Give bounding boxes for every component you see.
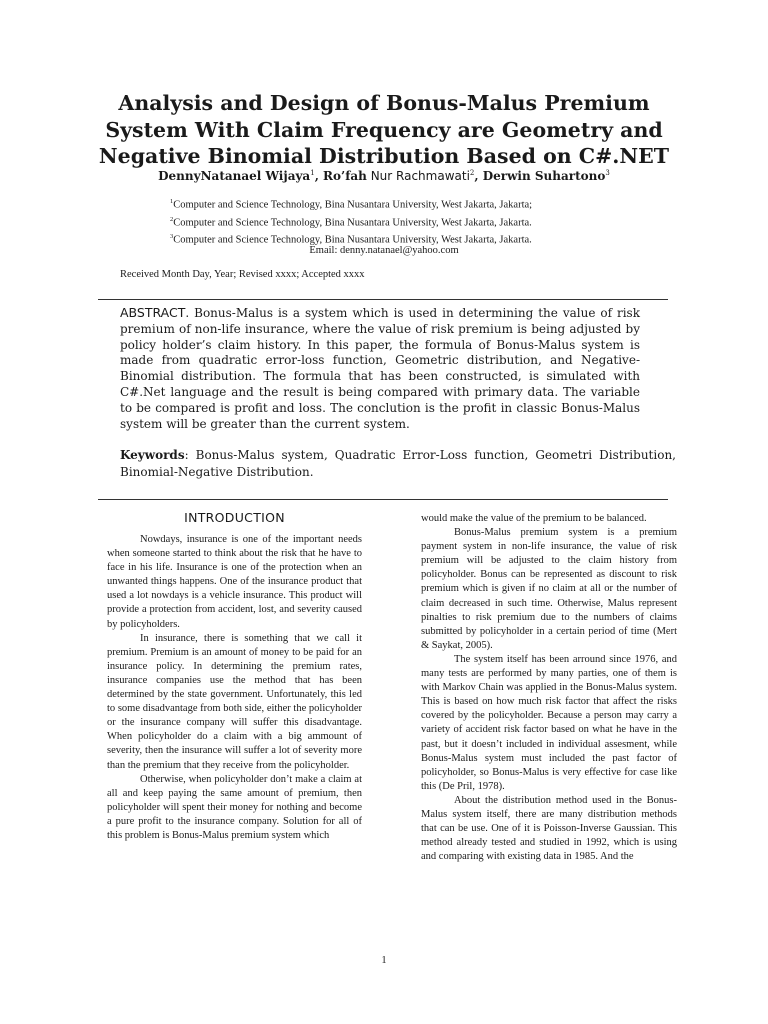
received-dates: Received Month Day, Year; Revised xxxx; Accepted xxxx [120, 269, 365, 280]
paragraph: The system itself has been arround since 1976, and many tests are performed by many parties, one of them is with Markov Chain was applied in the Bonus-Malus system. This is based on how much risk factor that affect the risks covered by the policyholder. Because a person may carry a variety of accident risk factor based on what he have in the past, but it doesn’t included in individual assesment, while Bonus-Malus system must included the past factor of policyholder, so Bonus-Malus is very effective for case like this (De Pril, 1978). [421, 653, 677, 792]
author-list: DennyNatanael Wijaya$^1$, Ro’fah Nur Rachmawati$^2$, Derwin Suhartono$^3$ [158, 169, 610, 183]
title-line: System With Claim Frequency are Geometry and [105, 117, 663, 142]
abstract-label: ABSTRACT [120, 305, 186, 320]
title-line: Analysis and Design of Bonus-Malus Premium [118, 91, 650, 115]
divider-bottom [98, 499, 668, 500]
affiliation: $^2$Computer and Science Technology, Bina Nusantara University, West Jakarta, Jakarta. [170, 215, 532, 229]
paragraph: In insurance, there is something that we call it premium. Premium is an amount of money to be paid for an insurance policy. In determining the premium rates, insurance companies use the method that has been determined by the state government. Unfortunately, this led to some disadvantage from both side, either the policyholder or the insurance company will suffer this disadvantage. When policyholder do a claim with a big ammount of severity, then the insurance will suffer a lot of severity more than the premium that they receive from the policyholder. [107, 632, 362, 771]
author-name: Derwin Suhartono [482, 169, 606, 183]
divider-top [98, 299, 668, 300]
right-column [421, 512, 677, 864]
title-line: Negative Binomial Distribution Based on C#.NET [98, 144, 670, 168]
paragraph: Bonus-Malus premium system is a premium payment system in non-life insurance, the value of risk premium will be adjusted to the claim history from policyholder. Bonus can be represented as discount to risk premium which is given if no claim at all or the number of claim decreased in such time. Otherwise, Malus represent pinalties to risk premium due to the numbers of claims submitted by policyholder in a certain period of time (Mert & Saykat, 2005). [421, 527, 677, 651]
author-name: Ro’fah [323, 169, 367, 183]
paper-title [90, 90, 678, 170]
abstract-text: . Bonus-Malus is a system which is used in determining the value of risk premium of non-life insurance, where the value of risk premium is being adjusted by policy holder’s claim history. In this paper, the formula of Bonus-Malus system is made from quadratic error-loss function, Geometric distribution, and Negative-Binomial distribution. The formula that has been constructed, is simulated with C#.Net language and the result is being compared with primary data. The variable to be compared is profit and loss. The conclution is the profit in classic Bonus-Malus system will be greater than the current system. [120, 306, 640, 431]
affiliation-list [170, 195, 620, 248]
author-name: Nur Rachmawati [366, 169, 470, 183]
author-name: DennyNatanael Wijaya [158, 169, 311, 183]
abstract [120, 305, 640, 432]
affiliation: $^3$Computer and Science Technology, Bina Nusantara University, West Jakarta, Jakarta. [170, 233, 532, 246]
paragraph: would make the value of the premium to be balanced. [421, 513, 647, 524]
section-heading: INTRODUCTION [184, 510, 285, 525]
paragraph: Nowdays, insurance is one of the important needs when someone started to think about the risk that he have to face in his life. Insurance is one of the protection when an unwanted things happens. One of the insurance product that used a lot nowdays is a vehicle insurance. This product will provide a protection from accident, lost, and severity caused by policyholders. [107, 534, 362, 630]
author-email: Email: denny.natanael@yahoo.com [309, 245, 459, 256]
left-column [107, 510, 362, 843]
paragraph: Otherwise, when policyholder don’t make a claim at all and keep paying the same amount of premium, then policyholder will spent their money for nothing and become a pure profit to the insurance company. Solution for all of this problem is Bonus-Malus premium system which [107, 773, 362, 841]
keywords-label: Keywords [120, 448, 185, 462]
page-number: 1 [381, 955, 387, 966]
affiliation: $^1$Computer and Science Technology, Bina Nusantara University, West Jakarta, Jakarta; [170, 198, 533, 211]
keywords-text: : Bonus-Malus system, Quadratic Error-Loss function, Geometri Distribution, Binomial-Negative Distribution. [120, 448, 676, 479]
keywords [120, 447, 676, 480]
paragraph: About the distribution method used in the Bonus-Malus system itself, there are many distribution methods that can be use. One of it is Poisson-Inverse Gaussian. This method already tested and studied in 1992, which is using and comparing with existing data in 1985. And the [421, 794, 677, 863]
